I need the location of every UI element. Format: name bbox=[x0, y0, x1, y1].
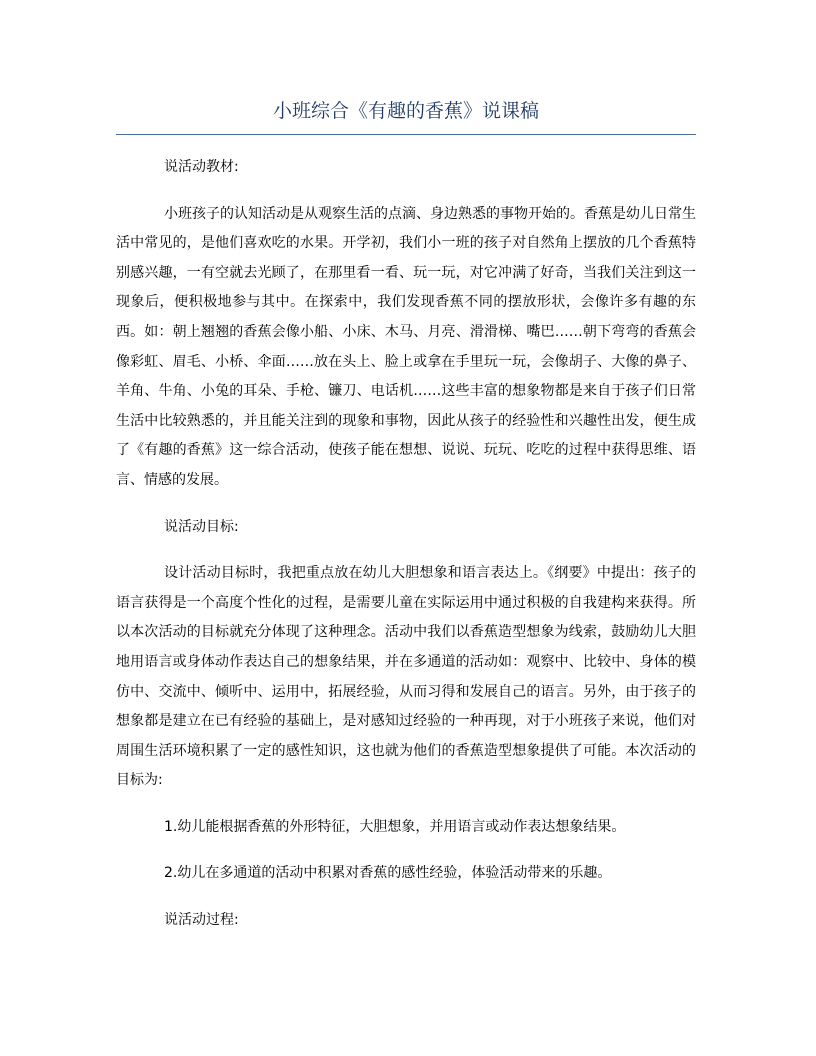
title-underline bbox=[116, 134, 696, 135]
goal-item-2: 2.幼儿在多通道的活动中积累对香蕉的感性经验，体验活动带来的乐趣。 bbox=[164, 865, 612, 882]
section-heading-goals: 说活动目标: bbox=[164, 518, 239, 535]
document-title: 小班综合《有趣的香蕉》说课稿 bbox=[272, 100, 539, 122]
goal-item-1: 1.幼儿能根据香蕉的外形特征，大胆想象，并用语言或动作表达想象结果。 bbox=[164, 818, 626, 835]
section-heading-materials: 说活动教材: bbox=[164, 159, 239, 175]
section-heading-process: 说活动过程: bbox=[164, 912, 239, 929]
paragraph-materials: 小班孩子的认知活动是从观察生活的点滴、身边熟悉的事物开始的。香蕉是幼儿日常生活中常见的，是他们喜欢吃的水果。开学初，我们小一班的孩子对自然角上摆放的几个香蕉特别感兴趣，一有空就去光顾了，在那里看一看、玩一玩，对它冲满了好奇，当我们关注到这一现象后，便积极地参与其中。在探索中，我们发现香蕉不同的摆放形状，会像许多有趣的东西。如：朝上翘翘的香蕉会像小船、小床、木马、月亮、滑滑梯、嘴巴……朝下弯弯的香蕉会像彩虹、眉毛、小桥、伞面……放在头上、脸上或拿在手里玩一玩，会像胡子、大像的鼻子、羊角、牛角、小兔的耳朵、手枪、镰刀、电话机……这些丰富的想象物都是来自于孩子们日常生活中比较熟悉的，并且能关注到的现象和事物，因此从孩子的经验性和兴趣性出发，便生成了《有趣的香蕉》这一综合活动，使孩子能在想想、说说、玩玩、吃吃的过程中获得思维、语言、情感的发展。 bbox=[116, 205, 696, 488]
paragraph-goals: 设计活动目标时，我把重点放在幼儿大胆想象和语言表达上。《纲要》中提出：孩子的语言获得是一个高度个性化的过程，是需要儿童在实际运用中通过积极的自我建构来获得。所以本次活动的目标就充分体现了这种理念。活动中我们以香蕉造型想象为线索，鼓励幼儿大胆地用语言或身体动作表达自己的想象结果，并在多通道的活动如：观察中、比较中、身体的模仿中、交流中、倾听中、运用中，拓展经验，从而习得和发展自己的语言。另外，由于孩子的想象都是建立在已有经验的基础上，是对感知过经验的一种再现，对于小班孩子来说，他们对周围生活环境积累了一定的感性知识，这也就为他们的香蕉造型想象提供了可能。本次活动的目标为: bbox=[116, 565, 696, 789]
document-body bbox=[116, 153, 696, 953]
